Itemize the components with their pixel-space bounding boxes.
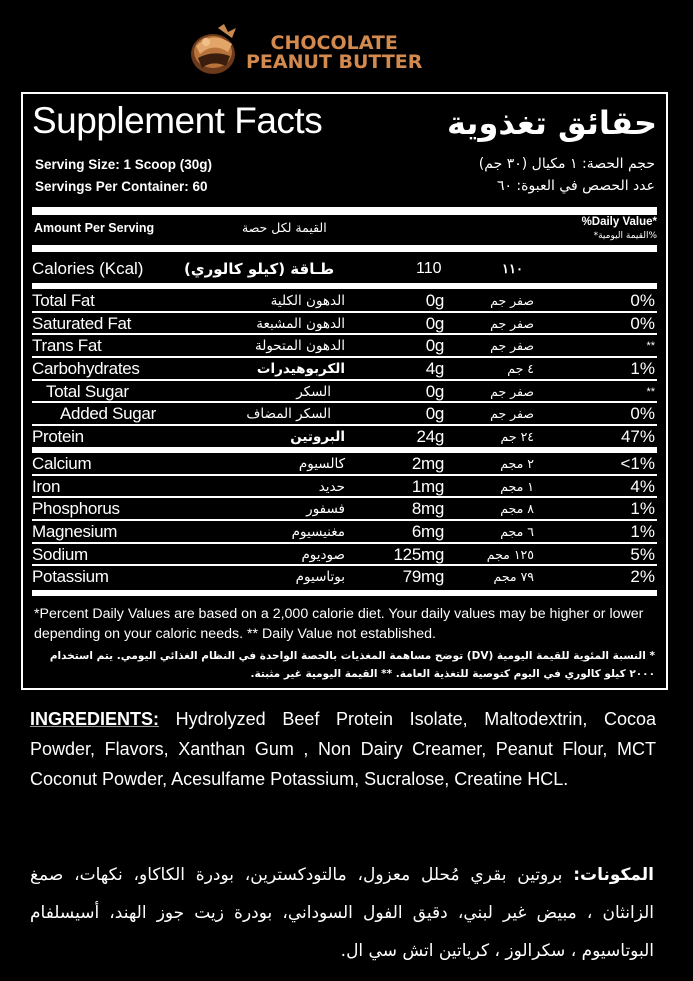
nutrient-name-ar: البروتين bbox=[290, 429, 345, 446]
servings-per-container-ar: عدد الحصص في العبوة: ٦٠ bbox=[496, 178, 655, 194]
nutrient-name-en: Magnesium bbox=[32, 521, 118, 541]
nutrient-name-ar: السكر bbox=[296, 383, 331, 400]
flavor-line-2: PEANUT BUTTER bbox=[246, 51, 423, 73]
ingredients-text-ar: بروتين بقري مُحلل معزول، مالتودكسترين، بودرة الكاكاو، نكهات، صمغ الزانثان ، مبيض غير لبني، دقيق الفول السوداني، بودرة زيت جوز الهند، أسيسلفام البوتاسيوم ، سكرالوز ، كرياتين اتش سي ال. bbox=[30, 865, 654, 961]
nutrient-name-en: Total Sugar bbox=[46, 381, 129, 401]
nutrient-amount-ar: ٨ مجم bbox=[500, 501, 534, 517]
nutrient-row-protein bbox=[32, 426, 657, 453]
calories-value: 110 bbox=[416, 260, 442, 277]
nutrient-amount: 0g bbox=[425, 291, 444, 310]
nutrient-daily-value: 1% bbox=[630, 499, 655, 519]
nutrient-table bbox=[32, 290, 657, 587]
nutrient-name-ar: بوتاسيوم bbox=[295, 569, 345, 586]
nutrient-name-ar: حديد bbox=[318, 478, 345, 495]
nutrient-daily-value: 0% bbox=[630, 404, 655, 424]
amount-per-serving-en: Amount Per Serving bbox=[34, 221, 155, 235]
nutrient-name-en: Phosphorus bbox=[32, 499, 120, 519]
nutrient-amount: 2mg bbox=[411, 453, 444, 473]
nutrient-amount-ar: ١٢٥ مجم bbox=[486, 546, 534, 562]
calories-value-ar: ١١٠ bbox=[502, 261, 523, 276]
nutrient-daily-value: ** bbox=[646, 340, 655, 353]
nutrient-daily-value: 0% bbox=[630, 313, 655, 333]
nutrient-daily-value: 5% bbox=[630, 544, 655, 564]
nutrient-amount-ar: صفر جم bbox=[490, 383, 534, 399]
nutrient-amount-ar: صفر جم bbox=[490, 315, 534, 331]
nutrient-amount: 8mg bbox=[411, 499, 444, 519]
nutrient-name-ar: الدهون المشبعة bbox=[256, 315, 345, 332]
nutrient-daily-value: 1% bbox=[630, 359, 655, 379]
divider-thick bbox=[32, 590, 657, 596]
nutrient-name-ar: مغنيسيوم bbox=[291, 523, 345, 540]
nutrient-name-en: Calcium bbox=[32, 453, 92, 473]
footnote-en: *Percent Daily Values are based on a 2,000 calorie diet. Your daily values may be higher or lower depending on your caloric needs. ** Daily Value not established. bbox=[34, 606, 644, 642]
nutrient-row-total-sugar bbox=[32, 381, 657, 404]
supplement-facts-panel bbox=[21, 92, 668, 690]
ingredients-label-en: INGREDIENTS: bbox=[30, 709, 160, 729]
flavor-line-1: CHOCOLATE bbox=[270, 32, 398, 54]
nutrient-row-carbohydrates bbox=[32, 358, 657, 381]
nutrient-amount: 0g bbox=[425, 381, 444, 401]
nutrient-daily-value: 47% bbox=[620, 427, 655, 447]
nutrient-row-saturated-fat bbox=[32, 313, 657, 336]
nutrient-name-ar: الكربوهيدرات bbox=[256, 361, 345, 378]
nutrient-name-en: Carbohydrates bbox=[32, 359, 140, 379]
nutrient-row-calcium bbox=[32, 453, 657, 476]
servings-per-container-en: Servings Per Container: 60 bbox=[35, 179, 208, 194]
calories-label-en: Calories (Kcal) bbox=[32, 259, 144, 278]
nutrient-amount: 6mg bbox=[411, 521, 444, 541]
nutrient-row-potassium bbox=[32, 566, 657, 587]
nutrient-amount-ar: ٤ جم bbox=[507, 361, 534, 377]
flavor-name bbox=[246, 34, 422, 72]
ingredients-text-en: Hydrolyzed Beef Protein Isolate, Maltodextrin, Cocoa Powder, Flavors, Xanthan Gum , Non Dairy Creamer, Peanut Flour, MCT Coconut Powder, Acesulfame Potassium, Sucralose, Creatine HCL. bbox=[30, 709, 656, 789]
serving-size-en: Serving Size: 1 Scoop (30g) bbox=[35, 157, 213, 172]
nutrient-amount: 1mg bbox=[411, 476, 444, 496]
nutrient-name-en: Protein bbox=[32, 427, 84, 447]
nutrient-name-en: Added Sugar bbox=[60, 404, 156, 424]
nutrient-daily-value: 2% bbox=[630, 567, 655, 587]
nutrient-amount-ar: ١ مجم bbox=[500, 478, 534, 494]
nutrient-amount-ar: صفر جم bbox=[490, 338, 534, 354]
title-ar: حقائق تغذوية bbox=[447, 104, 657, 142]
nutrient-amount: 0g bbox=[425, 313, 444, 333]
peanut-butter-cup-icon bbox=[188, 22, 242, 78]
nutrient-amount-ar: صفر جم bbox=[490, 293, 534, 308]
nutrient-amount: 24g bbox=[416, 427, 444, 447]
nutrient-row-iron bbox=[32, 476, 657, 499]
brand-logo bbox=[186, 20, 446, 82]
nutrient-name-en: Iron bbox=[32, 476, 61, 496]
nutrient-amount: 0g bbox=[425, 336, 444, 356]
nutrient-amount-ar: صفر جم bbox=[490, 406, 534, 422]
nutrient-row-sodium bbox=[32, 544, 657, 567]
nutrient-row-total-fat bbox=[32, 290, 657, 313]
nutrient-name-en: Sodium bbox=[32, 544, 88, 564]
nutrient-daily-value: 1% bbox=[630, 521, 655, 541]
amount-per-serving-ar: القيمة لكل حصة bbox=[242, 220, 327, 235]
divider-thick bbox=[32, 245, 657, 252]
nutrient-row-phosphorus bbox=[32, 498, 657, 521]
ingredients-label-ar: المكونات: bbox=[573, 865, 655, 885]
nutrient-amount-ar: ٦ مجم bbox=[500, 523, 534, 539]
nutrient-name-ar: الدهون المتحولة bbox=[254, 338, 345, 355]
title-en: Supplement Facts bbox=[32, 100, 323, 141]
nutrient-daily-value: 4% bbox=[630, 476, 655, 496]
nutrient-amount-ar: ٢ مجم bbox=[500, 455, 534, 471]
nutrient-row-magnesium bbox=[32, 521, 657, 544]
nutrient-amount: 79mg bbox=[402, 567, 444, 587]
ingredients-en bbox=[30, 704, 656, 794]
nutrient-name-ar: صوديوم bbox=[301, 546, 345, 563]
daily-value-header-en: %Daily Value* bbox=[581, 216, 657, 228]
daily-value-header-ar: %القيمة اليومية* bbox=[593, 231, 657, 241]
nutrient-name-ar: كالسيوم bbox=[298, 455, 345, 472]
nutrient-name-en: Trans Fat bbox=[32, 336, 102, 356]
nutrient-row-trans-fat bbox=[32, 335, 657, 358]
divider-thick bbox=[32, 283, 657, 289]
nutrient-amount-ar: ٢٤ جم bbox=[500, 429, 534, 445]
nutrient-name-en: Potassium bbox=[32, 567, 109, 587]
nutrient-amount: 0g bbox=[425, 404, 444, 424]
nutrient-name-en: Saturated Fat bbox=[32, 313, 132, 333]
calories-label-ar: طـاقة (كيلو كالوري) bbox=[184, 260, 335, 278]
ingredients-ar bbox=[30, 856, 654, 970]
nutrient-name-en: Total Fat bbox=[32, 291, 95, 310]
nutrient-amount: 4g bbox=[425, 359, 444, 379]
nutrient-row-added-sugar bbox=[32, 403, 657, 426]
nutrient-daily-value: <1% bbox=[620, 453, 655, 473]
nutrient-daily-value: 0% bbox=[630, 291, 655, 310]
footnote-ar: * النسبة المئوية للقيمة اليومية (DV) توضح مساهمة المغذيات بالحصة الواحدة في النظام الغذائي اليومي. يتم استخدام ٢٠٠٠ كيلو كالوري في اليوم كتوصية للتغذية العامة. ** القيمة اليومية غير مثبتة. bbox=[49, 650, 655, 680]
nutrient-name-ar: فسفور bbox=[306, 501, 345, 518]
nutrient-amount: 125mg bbox=[393, 544, 444, 564]
nutrient-name-ar: السكر المضاف bbox=[246, 406, 331, 423]
nutrient-amount-ar: ٧٩ مجم bbox=[493, 569, 534, 585]
divider-thick bbox=[32, 207, 657, 215]
nutrient-daily-value: ** bbox=[646, 385, 655, 398]
nutrient-name-ar: الدهون الكلية bbox=[270, 293, 345, 309]
serving-size-ar: حجم الحصة: ١ مكيال (٣٠ جم) bbox=[478, 156, 655, 172]
